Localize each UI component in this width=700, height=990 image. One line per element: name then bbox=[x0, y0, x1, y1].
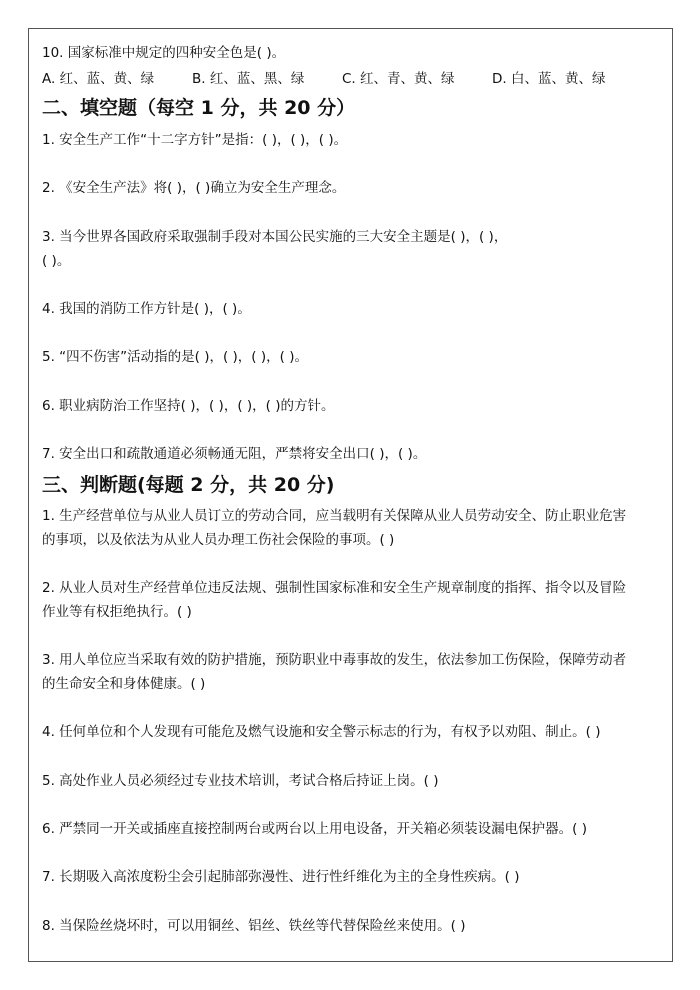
fill-section-heading: 二、填空题（每空 1 分，共 20 分） bbox=[42, 97, 356, 119]
judge-question-7: 7. 长期吸入高浓度粉尘会引起肺部弥漫性、进行性纤维化为主的全身性疾病。( ) bbox=[42, 869, 520, 885]
judge-question-5: 5. 高处作业人员必须经过专业技术培训，考试合格后持证上岗。( ) bbox=[42, 773, 439, 789]
judge-question-8: 8. 当保险丝烧坏时，可以用铜丝、铝丝、铁丝等代替保险丝来使用。( ) bbox=[42, 918, 466, 934]
fill-question-7: 7. 安全出口和疏散通道必须畅通无阻，严禁将安全出口( )，( )。 bbox=[42, 446, 427, 462]
fill-question-3-cont: ( )。 bbox=[42, 253, 71, 269]
judge-question-2: 2. 从业人员对生产经营单位违反法规、强制性国家标准和安全生产规章制度的指挥、指令以及冒险 bbox=[42, 580, 627, 596]
judge-section-heading: 三、判断题(每题 2 分，共 20 分) bbox=[42, 474, 335, 496]
option-d: D. 白、蓝、黄、绿 bbox=[492, 71, 606, 87]
option-c: C. 红、青、黄、绿 bbox=[342, 71, 455, 87]
fill-question-4: 4. 我国的消防工作方针是( )，( )。 bbox=[42, 301, 251, 317]
choice-options bbox=[42, 69, 605, 89]
fill-question-2: 2. 《安全生产法》将( )，( )确立为安全生产理念。 bbox=[42, 180, 346, 196]
fill-question-6: 6. 职业病防治工作坚持( )，( )，( )，( )的方针。 bbox=[42, 398, 335, 414]
judge-question-3-cont: 的生命安全和身体健康。( ) bbox=[42, 676, 206, 692]
fill-question-5: 5. “四不伤害”活动指的是( )，( )，( )，( )。 bbox=[42, 349, 308, 365]
judge-question-2-cont: 作业等有权拒绝执行。( ) bbox=[42, 604, 192, 620]
fill-question-1: 1. 安全生产工作“十二字方针”是指：( )，( )，( )。 bbox=[42, 132, 348, 148]
judge-question-1-cont: 的事项，以及依法为从业人员办理工伤社会保险的事项。( ) bbox=[42, 532, 395, 548]
judge-question-1: 1. 生产经营单位与从业人员订立的劳动合同，应当载明有关保障从业人员劳动安全、防止职业危害 bbox=[42, 508, 627, 524]
option-b: B. 红、蓝、黑、绿 bbox=[192, 71, 305, 87]
option-a: A. 红、蓝、黄、绿 bbox=[42, 71, 155, 87]
judge-question-6: 6. 严禁同一开关或插座直接控制两台或两台以上用电设备，开关箱必须装设漏电保护器。( ) bbox=[42, 821, 587, 837]
choice-question-10: 10. 国家标准中规定的四种安全色是( )。 bbox=[42, 45, 286, 61]
judge-question-3: 3. 用人单位应当采取有效的防护措施，预防职业中毒事故的发生，依法参加工伤保险，保障劳动者 bbox=[42, 652, 627, 668]
judge-question-4: 4. 任何单位和个人发现有可能危及燃气设施和安全警示标志的行为，有权予以劝阻、制止。( ) bbox=[42, 724, 601, 740]
fill-question-3: 3. 当今世界各国政府采取强制手段对本国公民实施的三大安全主题是( )，( )， bbox=[42, 229, 508, 245]
